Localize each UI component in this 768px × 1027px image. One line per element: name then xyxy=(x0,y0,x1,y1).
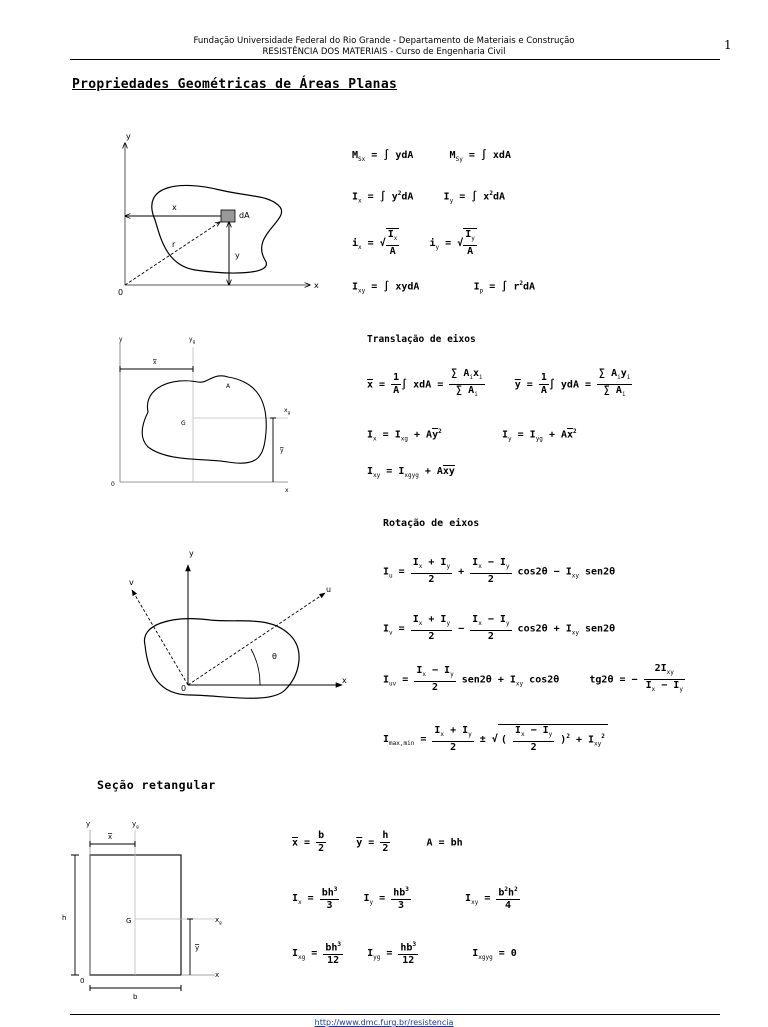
fig4-h-label: h xyxy=(62,914,67,922)
formula-rect-inertia: $I_x$ = $\frac{bh^3}{3}$ $I_y$ = $\frac{hb^3}{3}$ $I_{xy}$ = $\frac{b^2h^2}{4}$ xyxy=(292,886,518,912)
rotation-diagram xyxy=(120,545,360,700)
footer-rule xyxy=(70,1014,720,1015)
fig1-origin: 0 xyxy=(118,288,124,297)
formula-rect-centroidal-inertia: $I_{xg}$ = $\frac{bh^3}{12}$ $I_{yg}$ = $\frac{hb^3}{12}$ $I_{xgyg} = 0$ xyxy=(292,941,517,967)
formula-radius-gyration: $i_x$ = √ $\frac{I_x}{A}$ $i_y$ = √ $\frac{I_y}{A}$ xyxy=(352,229,475,257)
formula-product-polar: $I_{xy}$ = ∫ xydA $I_p$ = ∫ $r^2dA$ xyxy=(352,280,536,295)
formula-parallel-axis: $I_x = I_{xg} + A\overline{y}^2$ $I_y = I_{yg} + A\overline{x}^2$ xyxy=(367,428,577,443)
fig4-xg-label: $x_g$ xyxy=(215,916,222,925)
dA-element xyxy=(221,210,235,222)
fig4-b-label: b xyxy=(133,993,138,1001)
formula-centroid: $\overline{x}$ = $\frac{1}{A}$ ∫ xdA = $\frac{\sum A_ix_i}{\sum A_i}$ $\overline{y}$ = $\frac{1}{A}$ ∫ ydA = $\frac{\sum A_iy_i}{\sum A_i}$ xyxy=(367,368,632,401)
translation-heading: Translação de eixos xyxy=(367,334,476,345)
area-outline xyxy=(152,185,282,273)
header-course: RESISTÊNCIA DOS MATERIAIS - Curso de Engenharia Civil xyxy=(262,47,506,57)
header-institution: Fundação Universidade Federal do Rio Grande - Departamento de Materiais e Construção xyxy=(193,36,575,46)
fig2-xbar-label: x xyxy=(153,359,157,366)
rectangular-heading: Seção retangular xyxy=(97,778,216,792)
fig3-x-label: x xyxy=(342,676,347,685)
fig3-theta-label: θ xyxy=(272,652,277,661)
formula-Imax-min: $I_{max,min}$ = $\frac{I_x + I_y}{2}$ ± √ ( $\frac{I_x - I_y}{2}$ )$^2 + I_{xy}^2$ xyxy=(383,724,608,754)
formula-parallel-product: $I_{xy} = I_{xgyg} + A\overline{xy}$ xyxy=(367,466,455,479)
fig1-r-label: r xyxy=(172,240,176,249)
page-number: 1 xyxy=(724,38,732,52)
fig1-x-label: x xyxy=(314,281,319,290)
fig4-xbar-label: x xyxy=(108,833,113,841)
fig2-ybar-label: y xyxy=(280,447,284,454)
fig2-x-label: x xyxy=(285,487,289,494)
footer-link[interactable]: http://www.dmc.furg.br/resistencia xyxy=(314,1018,454,1027)
fig4-origin: 0 xyxy=(80,977,85,985)
rotation-heading: Rotação de eixos xyxy=(383,518,480,529)
fig4-centroid-label: G xyxy=(126,917,132,925)
fig2-y-label: y xyxy=(119,336,123,343)
formula-moments-inertia: $I_x$ = ∫ $y^2dA$ $I_y$ = ∫ $x^2dA$ xyxy=(352,190,505,205)
fig3-v-label: v xyxy=(129,578,134,587)
fig2-area-label: A xyxy=(226,383,231,390)
translation-area-outline xyxy=(142,376,266,463)
fig2-xg-label: $x_g$ xyxy=(284,407,291,415)
fig4-yg-label: $y_g$ xyxy=(132,820,139,829)
fig4-y-label: y xyxy=(86,820,91,828)
fig2-origin: 0 xyxy=(111,481,115,488)
fig2-yg-label: $y_g$ xyxy=(189,336,196,344)
translation-diagram xyxy=(108,332,298,492)
fig4-ybar-label: y xyxy=(195,944,200,952)
fig3-u-label: u xyxy=(326,585,332,594)
page-header xyxy=(0,36,768,58)
fig2-centroid-label: G xyxy=(181,420,186,427)
rectangle-outline xyxy=(90,855,181,975)
fig3-origin: 0 xyxy=(181,684,187,693)
page-title: Propriedades Geométricas de Áreas Planas xyxy=(72,77,398,92)
formula-rect-centroid-area: $\overline{x}$ = $\frac{b}{2}$ $\overline{y}$ = $\frac{h}{2}$ A = bh xyxy=(292,830,463,854)
fig1-x-distance: x xyxy=(172,203,177,212)
fig1-y-distance: y xyxy=(235,251,240,260)
fig1-y-label: y xyxy=(126,132,131,141)
fig3-y-label: y xyxy=(189,549,194,558)
formula-static-moments: $M_{Sx}$ = ∫ ydA $M_{Sy}$ = ∫ xdA xyxy=(352,150,511,163)
formula-Iuv: $I_{uv}$ = $\frac{I_x - I_y}{2}$ $sen2\theta + I_{xy}$ cos2θ tg2θ = − $\frac{2I_{xy}}{I_x - I_y}$ xyxy=(383,663,685,696)
fig1-dA-label: dA xyxy=(239,211,250,220)
rectangle-diagram xyxy=(55,815,230,1005)
area-element-diagram xyxy=(110,125,325,300)
formula-Iv: $I_v$ = $\frac{I_x + I_y}{2}$ − $\frac{I_x - I_y}{2}$ $\cos 2\theta + I_{xy}$ sen2θ xyxy=(383,614,616,642)
header-rule xyxy=(70,59,720,60)
fig4-x-label: x xyxy=(215,971,220,979)
formula-Iu: $I_u$ = $\frac{I_x + I_y}{2}$ + $\frac{I_x - I_y}{2}$ $\cos 2\theta - I_{xy}$ sen2θ xyxy=(383,557,616,585)
